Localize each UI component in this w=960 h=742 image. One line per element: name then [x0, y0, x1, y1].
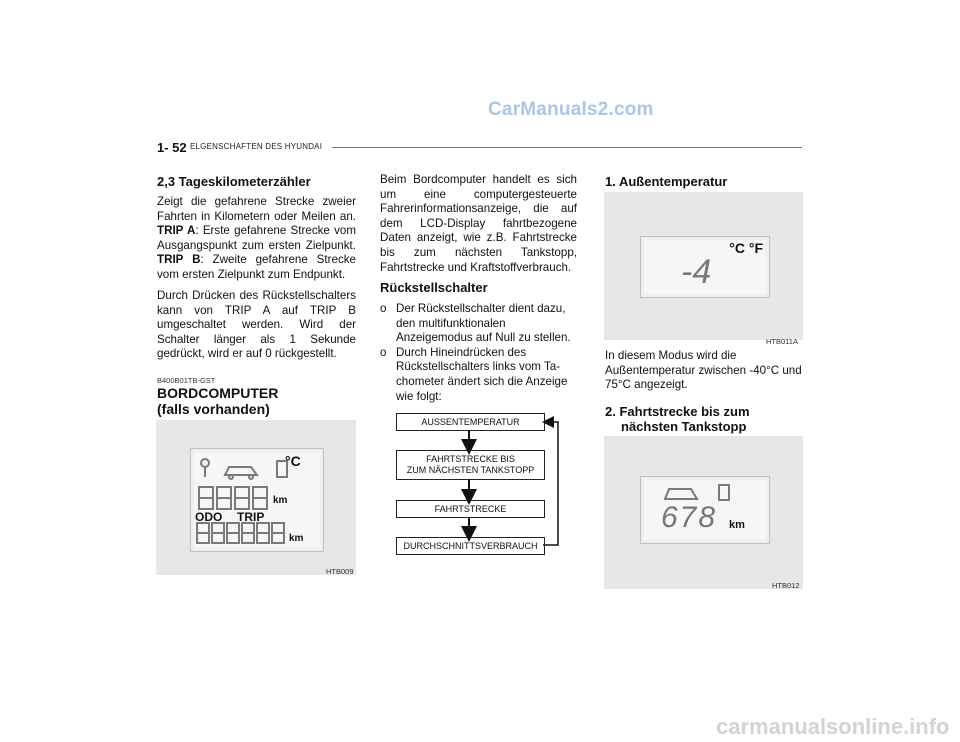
flow-box-line: ZUM NÄCHSTEN TANKSTOPP — [406, 465, 535, 475]
flow-box-distance: FAHRTSTRECKE — [396, 500, 545, 518]
flow-box-line: FAHRTSTRECKE BIS — [426, 454, 515, 464]
trip-reset-text: Durch Drücken des Rückstellschalters kann von TRIP A auf TRIP B umgeschaltet werden. Wird der Schalter länger als 1 Sekunde gedrückt, wird er auf 0 rückgestellt. — [157, 289, 356, 361]
arrow-loop-back — [543, 422, 558, 545]
lcd-km-unit-1: km — [273, 495, 288, 506]
bordcomputer-intro: Beim Bordcomputer handelt es sich um eine computergesteuerte Fahrerinformationsanzeige, die auf dem LCD-Display fahrtbezogene Daten anzeigt, wie z.B. Fahrtstrecke bis zum nächsten Tankstopp, Fahrtstrecke und Kraftstoffverbrauch. — [380, 173, 577, 274]
caption-htb009: HTB009 — [326, 567, 354, 576]
lcd-display-range — [640, 476, 770, 544]
reset-switch-heading: Rückstellschalter — [380, 280, 488, 295]
trip-b-text: : Zweite gefahrene Strecke vom ersten Zielpunkt zum Endpunkt. — [157, 253, 356, 281]
lcd-odo-label: ODO — [195, 510, 223, 524]
trip-b-label: TRIP B — [157, 253, 201, 267]
figure-htb012 — [604, 436, 803, 589]
lcd-trip-label: TRIP — [237, 510, 265, 524]
page-number: 1- 52 — [157, 140, 187, 155]
lcd-km-unit-2: km — [289, 533, 304, 544]
list-item: o Durch Hineindrücken des Rückstellschalters links vom Ta-chometer ändert sich die Anzeige wie folgt: — [380, 346, 577, 404]
lcd-range-unit: km — [729, 519, 745, 531]
figure-htb009 — [156, 420, 356, 575]
flow-box-outside-temp: AUSSENTEMPERATUR — [396, 413, 545, 431]
flow-arrows — [380, 405, 580, 565]
trip-description — [157, 195, 356, 283]
fuel-pump-icon — [719, 485, 729, 500]
bordcomputer-subheading: (falls vorhanden) — [157, 401, 270, 417]
watermark-top: CarManuals2.com — [488, 99, 654, 120]
header-rule — [332, 147, 802, 148]
section-title: ELGENSCHAFTEN DES HYUNDAI — [190, 142, 323, 151]
distance-to-empty-heading: 2. Fahrtstrecke bis zum — [605, 404, 750, 419]
lcd-display-odo-trip — [190, 448, 324, 552]
car-icon — [225, 467, 257, 479]
caption-htb011a: HTB011A — [766, 337, 798, 346]
trip-heading: 2,3 Tageskilometerzähler — [157, 174, 311, 189]
caption-htb012: HTB012 — [772, 581, 800, 590]
trip-a-text: : Erste gefahrene Strecke vom Ausgangspunkt zum ersten Zielpunkt. — [157, 224, 356, 252]
outside-temp-text: In diesem Modus wird die Außentemperatur zwischen -40°C und 75°C angezeigt. — [605, 349, 802, 392]
list-item: o Der Rückstellschalter dient dazu, den multifunktionalen Anzeigemodus auf Null zu stellen. — [380, 302, 577, 346]
flow-box-average-consumption: DURCHSCHNITTSVERBRAUCH — [396, 537, 545, 555]
figure-htb011a — [604, 192, 803, 340]
outside-temp-heading: 1. Außentemperatur — [605, 174, 728, 189]
lcd-digits-row1 — [199, 487, 267, 509]
section-code: B400B01TB-GST — [157, 376, 216, 385]
lcd-temp-units: °C °F — [729, 240, 763, 256]
key-icon — [201, 459, 209, 477]
car-fuel-icons — [661, 483, 741, 503]
distance-to-empty-heading-2: nächsten Tankstopp — [621, 419, 747, 434]
lcd-digits-row2 — [197, 523, 284, 543]
lcd-display-temp — [640, 236, 770, 298]
bordcomputer-heading: BORDCOMPUTER — [157, 385, 279, 401]
lcd-range-value: 678 — [661, 501, 718, 534]
lcd-celsius-unit: °C — [285, 453, 301, 469]
lcd-temp-value: -4 — [681, 253, 712, 291]
trip-text-1: Zeigt die gefahrene Strecke zweier Fahrten in Kilometern oder Meilen an. — [157, 195, 356, 223]
reset-switch-list — [380, 302, 577, 404]
trip-a-label: TRIP A — [157, 224, 196, 238]
watermark-bottom: carmanualsonline.info — [716, 714, 950, 739]
car-icon — [665, 489, 697, 499]
